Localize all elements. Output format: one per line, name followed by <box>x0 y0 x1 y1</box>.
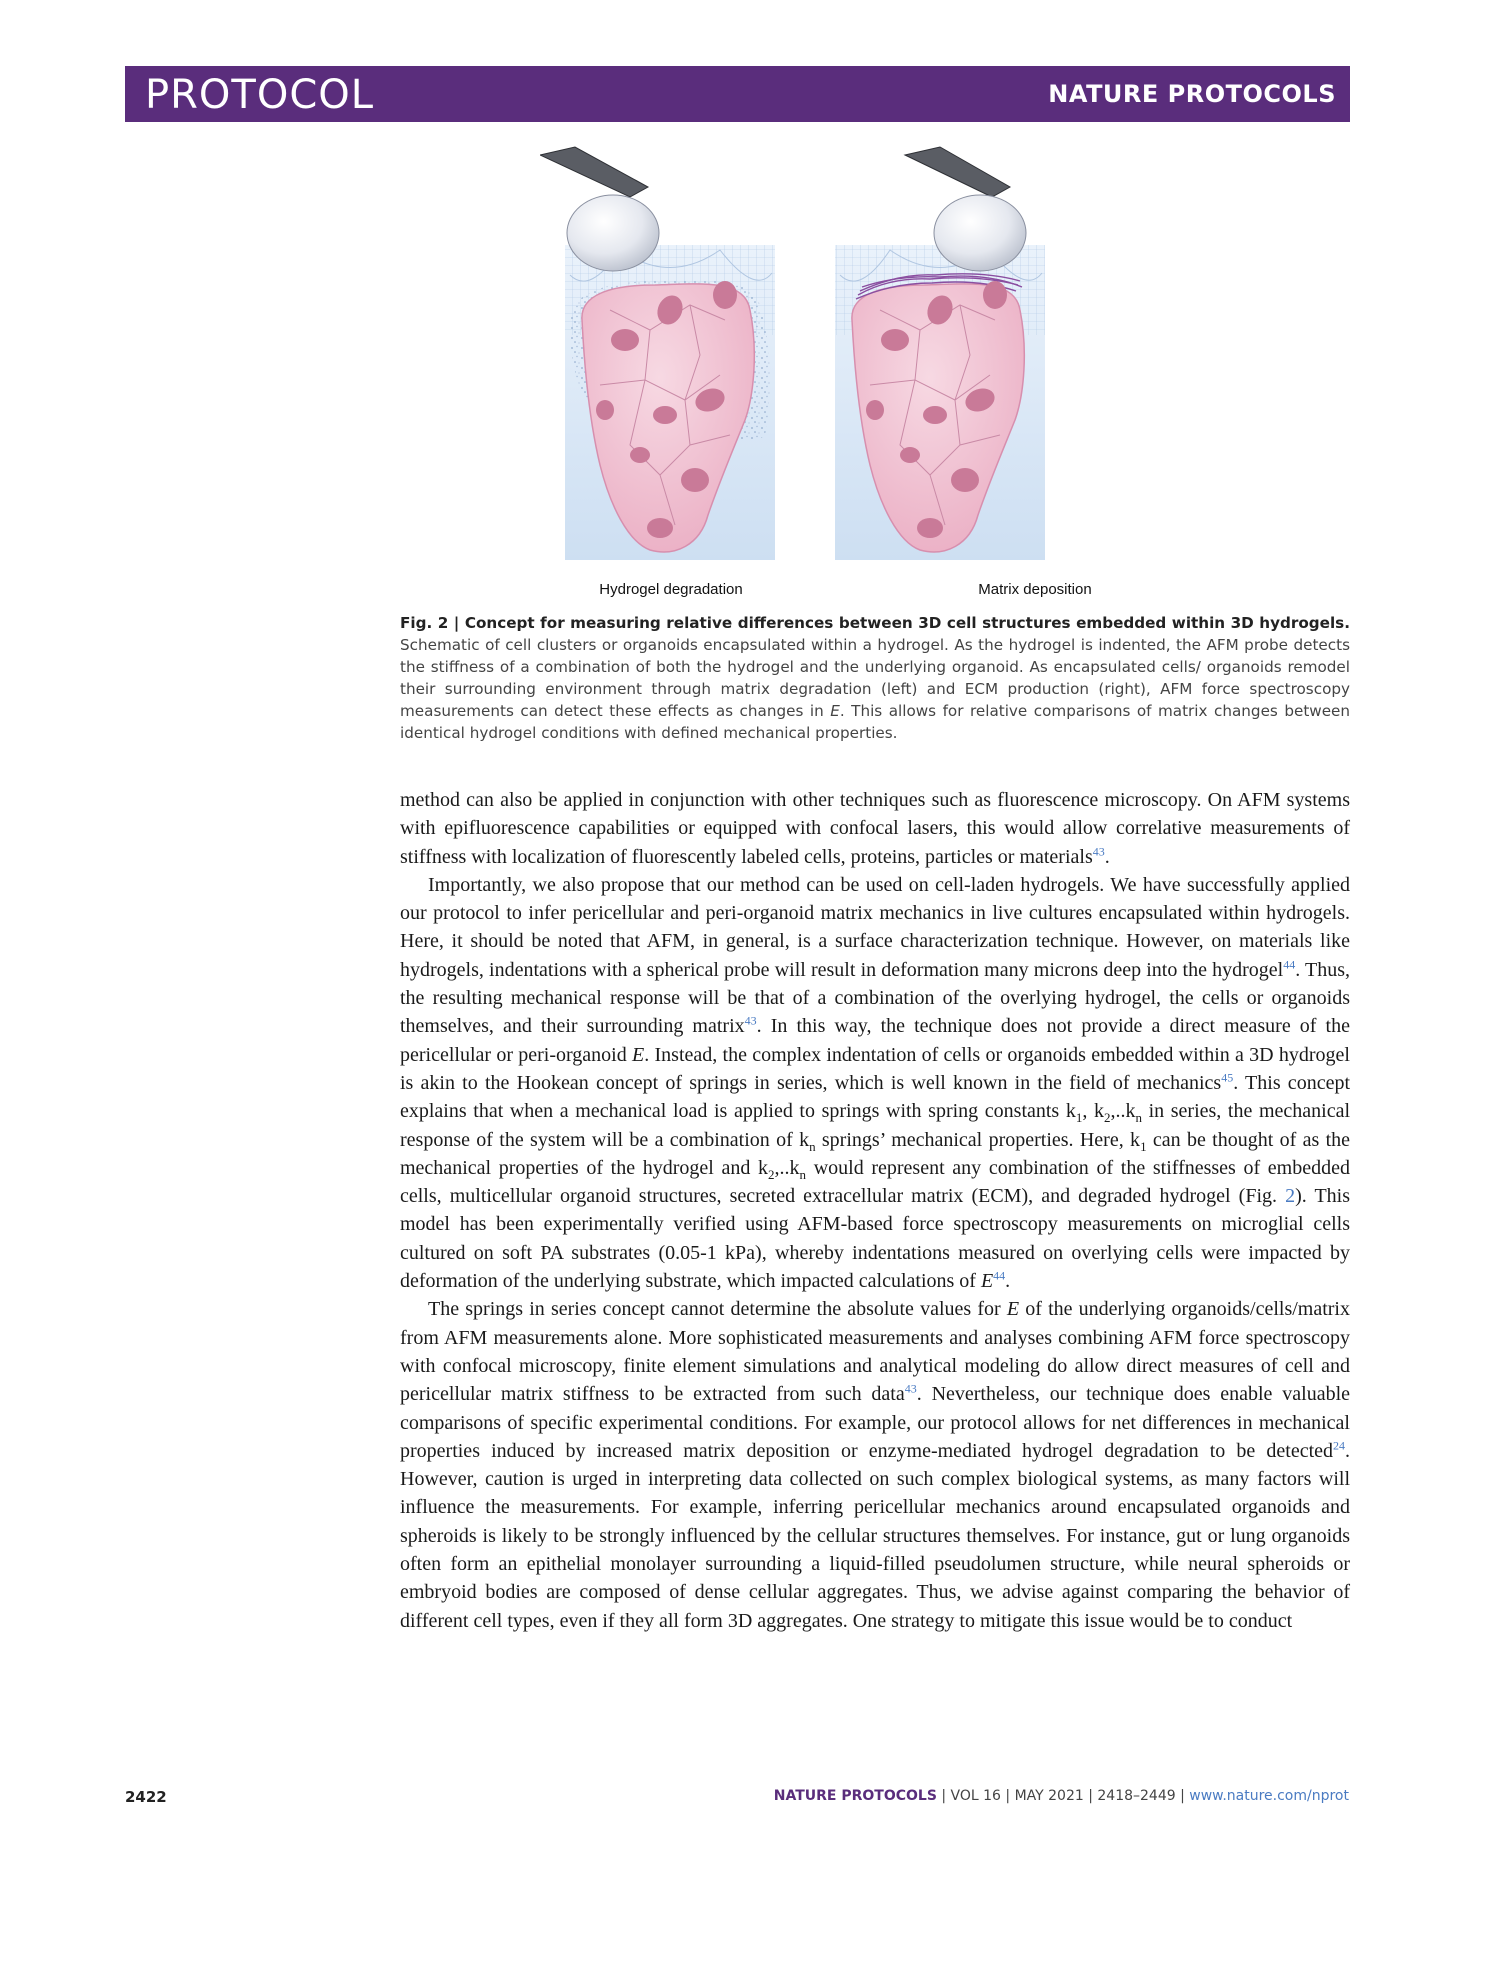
p2-text-4: . Instead, the complex indentation of cells or organoids embedded within a 3D hydrogel is akin to the Hookean concept of springs in series, which is well known in the field of mechanics <box>400 1043 1350 1094</box>
p2-text-10: can be thought of as the mechanical properties of the hydrogel and k <box>400 1128 1351 1179</box>
subscript: 1 <box>1075 1110 1083 1126</box>
journal-name: NATURE PROTOCOLS <box>1048 80 1336 108</box>
paragraph-1 <box>400 786 1350 871</box>
figure-caption <box>400 612 1350 744</box>
p2-text-8: in series, the mechanical response of the system will be a combination of k <box>400 1100 1351 1151</box>
subscript: 2 <box>768 1166 775 1182</box>
e-symbol: E <box>980 1270 994 1293</box>
header-bar <box>125 66 1350 122</box>
footer-url[interactable]: www.nature.com/nprot <box>1189 1788 1349 1804</box>
page-number: 2422 <box>125 1788 167 1806</box>
p2-text-11: ,..k <box>774 1156 800 1179</box>
ref-45[interactable]: 45 <box>1221 1070 1234 1085</box>
panel-hydrogel-degradation <box>540 147 775 560</box>
p2-text-12: would represent any combination of the stiffnesses of embedded cells, multicellular organoid structures, secreted extracellular matrix (ECM), and degraded hydrogel (Fig. <box>400 1156 1350 1208</box>
footer-citation <box>774 1788 1349 1804</box>
p2-text-5: . This concept explains that when a mechanical load is applied to springs with spring constants k <box>400 1071 1350 1123</box>
subscript: n <box>799 1166 807 1182</box>
panel-matrix-deposition <box>835 147 1045 560</box>
cantilever-left <box>540 147 648 197</box>
figure-2 <box>540 145 1100 575</box>
caption-e-symbol: E <box>830 702 840 720</box>
footer-journal: NATURE PROTOCOLS <box>773 1788 937 1804</box>
p2-text-1: Importantly, we also propose that our method can be used on cell-laden hydrogels. We have successfully applied our protocol to infer pericellular and peri-organoid matrix mechanics in live cultures encapsulated within hydrogels. Here, it should be noted that AFM, in general, is a surface characterization technique. However, on materials like hydrogels, indentations with a spherical probe will result in deformation many microns deep into the hydrogel <box>400 873 1350 981</box>
ref-43[interactable]: 43 <box>744 1013 757 1028</box>
afm-bead-left <box>567 195 659 271</box>
e-symbol: E <box>1006 1298 1020 1321</box>
caption-text: Schematic of cell clusters or organoids encapsulated within a hydrogel. As the hydrogel is indented, the AFM probe detects the stiffness of a combination of both the hydrogel and the underlying organoid. As encapsulated cells/ organoids remodel their surrounding environment through matrix degradation (left) and ECM production (right), AFM force spectroscopy measurements can detect these effects as changes in <box>400 636 1350 720</box>
ref-43[interactable]: 43 <box>904 1381 917 1396</box>
paragraph-3 <box>400 1295 1350 1635</box>
p2-text-13: ). This model has been experimentally verified using AFM-based force spectroscopy measurements on microglial cells cultured on soft PA substrates (0.05-1 kPa), whereby indentations measured on overlying cells were impacted by deformation of the underlying substrate, which impacted calculations of <box>400 1185 1351 1293</box>
ref-44[interactable]: 44 <box>1283 957 1296 972</box>
footer-volume: | VOL 16 | MAY 2021 | 2418–2449 | <box>936 1788 1190 1804</box>
caption-text-end: . This allows for relative comparisons of matrix changes between identical hydrogel conditions with defined mechanical properties. <box>400 702 1351 742</box>
p3-text-1: The springs in series concept cannot determine the absolute values for <box>428 1298 1007 1321</box>
p2-text-3: . In this way, the technique does not provide a direct measure of the pericellular or peri-organoid <box>400 1015 1350 1066</box>
caption-title: Fig. 2 | Concept for measuring relative differences between 3D cell structures embedded within 3D hydrogels. <box>400 614 1350 632</box>
ref-24[interactable]: 24 <box>1333 1438 1345 1453</box>
section-label: PROTOCOL <box>145 72 375 118</box>
p1-end: . <box>1104 845 1110 868</box>
p3-text-2: of the underlying organoids/cells/matrix from AFM measurements alone. More sophisticated measurements and analyses combining AFM force spectroscopy with confocal microscopy, finite element simulations and analytical modeling do allow direct measures of cell and pericellular matrix stiffness to be extracted from such data <box>400 1298 1350 1406</box>
p2-text-9: springs’ mechanical properties. Here, k <box>815 1128 1141 1151</box>
paragraph-2 <box>400 871 1350 1295</box>
cantilever-right <box>905 147 1010 197</box>
p3-text-4: . However, caution is urged in interpreting data collected on such complex biological systems, as many factors will influence the measurements. For example, inferring pericellular mechanics around encapsulated organoids and spheroids is likely to be strongly influenced by the cellular structures themselves. For instance, gut or lung organoids often form an epithelial monolayer surrounding a liquid-filled pseudolumen structure, while neural spheroids or embryoid bodies are composed of dense cellular aggregates. Thus, we advise against comparing the behavior of different cell types, even if they all form 3D aggregates. One strategy to mitigate this issue would be to conduct <box>400 1439 1350 1632</box>
p2-text-7: ,..k <box>1110 1100 1136 1123</box>
panel-label-matrix-deposition: Matrix deposition <box>978 581 1092 598</box>
panel-label-hydrogel-degradation: Hydrogel degradation <box>599 581 743 598</box>
p2-text-2: . Thus, the resulting mechanical response will be that of a combination of the overlying hydrogel, the cells or organoids themselves, and their surrounding matrix <box>400 958 1350 1038</box>
ref-43[interactable]: 43 <box>1092 843 1105 858</box>
afm-bead-right <box>934 195 1026 271</box>
subscript: n <box>809 1138 816 1154</box>
p1-text: method can also be applied in conjunction with other techniques such as fluorescence microscopy. On AFM systems with epifluorescence capabilities or equipped with confocal lasers, this would allow correlative measurements of stiffness with localization of fluorescently labeled cells, proteins, particles or materials <box>400 789 1350 868</box>
ref-44[interactable]: 44 <box>993 1268 1006 1283</box>
p3-text-3: . Nevertheless, our technique does enable valuable comparisons of specific experimental conditions. For example, our protocol allows for net differences in mechanical properties induced by increased matrix deposition or enzyme-mediated hydrogel degradation to be detected <box>400 1383 1350 1462</box>
body-text <box>400 786 1350 1635</box>
p2-end: . <box>1005 1270 1011 1293</box>
subscript: 2 <box>1103 1110 1111 1126</box>
e-symbol: E <box>632 1043 645 1066</box>
subscript: n <box>1135 1110 1142 1126</box>
p2-text-6: , k <box>1082 1100 1104 1123</box>
subscript: 1 <box>1140 1138 1147 1154</box>
figure-link[interactable]: 2 <box>1285 1185 1296 1208</box>
